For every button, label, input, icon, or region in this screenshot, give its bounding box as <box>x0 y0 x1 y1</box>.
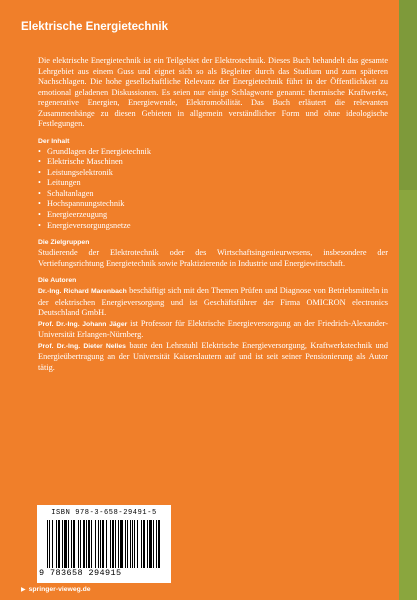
barcode-bar <box>56 520 57 568</box>
authors-heading: Die Autoren <box>38 277 77 285</box>
barcode-bar <box>95 520 96 568</box>
barcode-bar <box>130 520 131 568</box>
author-entry <box>38 341 388 374</box>
barcode-bar <box>158 520 160 568</box>
list-item: • Energieerzeugung <box>38 210 108 220</box>
list-item: • Energieversorgungsnetze <box>38 220 131 230</box>
barcode-bar <box>86 520 87 568</box>
barcode-bar <box>110 520 111 568</box>
barcode-bar <box>141 520 142 568</box>
barcode-bar <box>58 520 60 568</box>
author-entry <box>38 319 388 341</box>
barcode-bar <box>91 520 92 568</box>
author-bio: beschäftigt sich mit den Themen Prüfen und Diagnose von Betriebsmitteln in der elektrischen Energieversorgung und ist Geschäftsführer der Firma OMICRON electronics Deutschland GmbH. <box>38 286 388 318</box>
side-band-bottom <box>399 190 417 600</box>
barcode-bar <box>83 520 85 568</box>
barcode-bar <box>98 520 99 568</box>
author-name: Prof. Dr.-Ing. Dieter Nelles <box>38 342 126 350</box>
target-text: Studierende der Elektrotechnik oder des Wirtschaftsingenieurwesens, insbesondere der Vertiefungsrichtung Energietechnik sowie Praktizierende in Industrie und Energiewirtschaft. <box>38 248 388 268</box>
barcode-bar <box>115 520 116 568</box>
list-item: • Hochspannungstechnik <box>38 199 125 209</box>
contents-heading: Der Inhalt <box>38 137 70 145</box>
arrow-right-icon: ▶ <box>21 587 26 593</box>
barcode-bar <box>106 520 107 568</box>
barcode-bar <box>137 520 138 568</box>
barcode-bar <box>47 520 48 568</box>
side-band-top <box>399 0 417 190</box>
barcode-bar <box>73 520 75 568</box>
barcode-bar <box>120 520 123 568</box>
barcode-bar <box>100 520 101 568</box>
barcode-bar <box>49 520 50 568</box>
side-color-band <box>399 0 417 600</box>
barcode-bar <box>153 520 154 568</box>
barcode-bar <box>156 520 157 568</box>
barcode-bar <box>134 520 135 568</box>
barcode-bar <box>71 520 72 568</box>
barcode-bar <box>62 520 63 568</box>
barcode-bar <box>102 520 104 568</box>
list-item: • Schaltanlagen <box>38 188 94 198</box>
barcode-bars <box>47 520 161 568</box>
publisher-website[interactable] <box>21 586 91 593</box>
barcode-bar <box>68 520 69 568</box>
author-entry <box>38 286 388 319</box>
author-name: Prof. Dr.-Ing. Johann Jäger <box>38 320 128 328</box>
barcode-bar <box>125 520 126 568</box>
website-label: springer-vieweg.de <box>28 586 91 593</box>
barcode-bar <box>127 520 128 568</box>
list-item: • Leistungselektronik <box>38 167 113 177</box>
author-bio: ist Professor für Elektrische Energieversorgung an der Friedrich-Alexander-Universität Erlangen-Nürnberg. <box>38 318 388 340</box>
barcode-bar <box>80 520 81 568</box>
list-item: • Leitungen <box>38 178 81 188</box>
intro-paragraph: Die elektrische Energietechnik ist ein Teilgebiet der Elektrotechnik. Dieses Buch behandelt das gesamte Lehrgebiet aus einem Guss und eignet sich so als Begleiter durch das Studium und zum späteren Nachschlagen. Die hohe gesellschaftliche Relevanz der Energietechnik führt in der Öffentlichkeit zu emotional geladenen Diskussionen. Es seien nur einige Schlagworte genannt: thermische Kraftwerke, regenerative Energien, Energiewende, Elektromobilität. Das Buch erläutert die relevanten Zusammenhänge zu diesen Gebieten in allgemein verständlicher Form und ohne ideologische Festlegungen. <box>38 56 388 128</box>
isbn-barcode <box>37 505 171 583</box>
contents-list <box>38 147 388 232</box>
barcode-bar <box>78 520 79 568</box>
barcode-bar <box>147 520 148 568</box>
barcode-bar <box>118 520 119 568</box>
barcode-bar <box>88 520 90 568</box>
target-heading: Die Zielgruppen <box>38 239 90 247</box>
barcode-bar <box>143 520 145 568</box>
barcode-bar <box>64 520 67 568</box>
isbn-number: ISBN 978-3-658-29491-5 <box>51 509 157 517</box>
list-item: • Grundlagen der Energietechnik <box>38 146 151 156</box>
barcode-digits: 9 783658 294915 <box>39 568 122 578</box>
author-bio: baute den Lehrstuhl Elektrische Energieversorgung, Kraftwerkstechnik und Energieübertragung an der Universität Kaiserslautern auf und ist seit seiner Pensionierung als Autor tätig. <box>38 340 388 372</box>
barcode-bar <box>112 520 114 568</box>
barcode-bar <box>132 520 133 568</box>
book-title: Elektrische Energietechnik <box>21 21 169 33</box>
author-name: Dr.-Ing. Richard Marenbach <box>38 288 127 296</box>
list-item: • Elektrische Maschinen <box>38 157 123 167</box>
barcode-bar <box>52 520 53 568</box>
barcode-bar <box>149 520 152 568</box>
back-cover-text <box>38 56 388 373</box>
